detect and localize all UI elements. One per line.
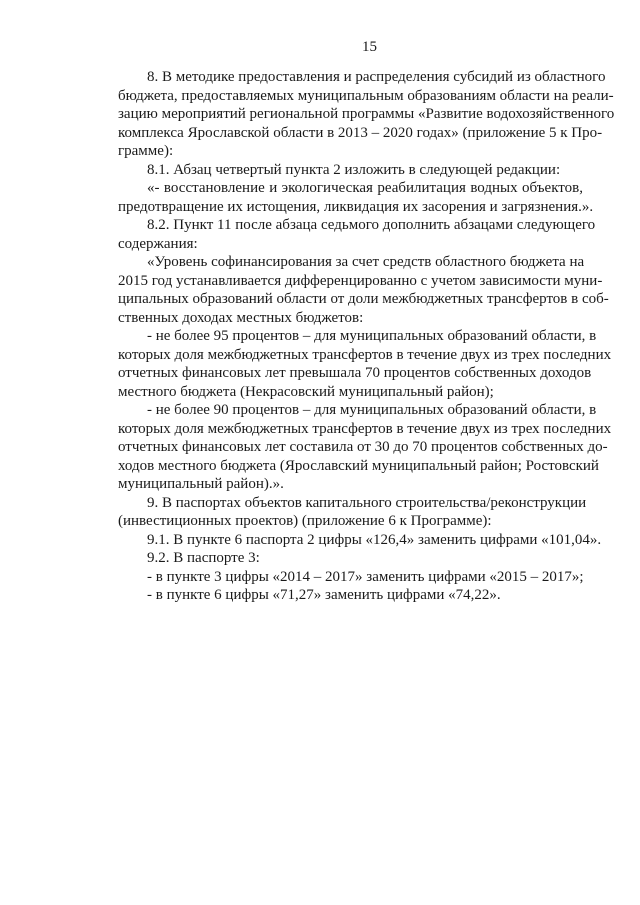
text-line: предотвращение их истощения, ликвидация их засорения и загрязнения.».	[118, 198, 594, 215]
text-line: 8.1. Абзац четвертый пункта 2 изложить в следующей редакции:	[147, 161, 561, 178]
text-line: комплекса Ярославской области в 2013 – 2020 годах» (приложение 5 к Про-	[118, 124, 603, 141]
text-line: - в пункте 6 цифры «71,27» заменить цифрами «74,22».	[147, 587, 501, 603]
text-line: отчетных финансовых лет превышала 70 процентов собственных доходов	[118, 365, 592, 381]
text-line: 9.2. В паспорте 3:	[147, 550, 260, 566]
text-line: 2015 год устанавливается дифференцированно с учетом зависимости муни-	[118, 272, 603, 289]
text-line: грамме):	[118, 143, 174, 159]
paragraph	[118, 531, 602, 550]
text-line: ходов местного бюджета (Ярославский муниципальный район; Ростовский	[118, 457, 599, 474]
text-line: отчетных финансовых лет составила от 30 до 70 процентов собственных до-	[118, 439, 608, 455]
paragraph	[118, 568, 583, 587]
text-line: «Уровень софинансирования за счет средств областного бюджета на	[147, 254, 585, 270]
text-line: 9. В паспортах объектов капитального строительства/реконструкции	[147, 494, 587, 511]
text-line: - не более 95 процентов – для муниципальных образований области, в	[147, 328, 597, 344]
paragraph	[118, 549, 583, 568]
text-line: 8.2. Пункт 11 после абзаца седьмого дополнить абзацами следующего	[147, 217, 596, 233]
text-line: муниципальный район).».	[118, 476, 284, 492]
text-line: «- восстановление и экологическая реабилитация водных объектов,	[147, 180, 583, 196]
text-line: местного бюджета (Некрасовский муниципальный район);	[118, 383, 494, 400]
paragraph	[118, 401, 612, 494]
paragraph	[118, 179, 594, 216]
text-line: - не более 90 процентов – для муниципальных образований области, в	[147, 402, 597, 418]
paragraph	[118, 327, 612, 401]
text-line: 9.1. В пункте 6 паспорта 2 цифры «126,4» заменить цифрами «101,04».	[147, 531, 602, 548]
text-line: которых доля межбюджетных трансфертов в течение двух из трех последних	[118, 420, 612, 437]
text-line: бюджета, предоставляемых муниципальным образованиям области на реали-	[118, 87, 614, 104]
page-number: 15	[362, 39, 377, 55]
text-line: содержания:	[118, 235, 198, 252]
paragraph	[118, 68, 615, 161]
text-line: зацию мероприятий региональной программы «Развитие водохозяйственного	[118, 106, 615, 122]
text-line: ципальных образований области от доли межбюджетных трансфертов в соб-	[118, 291, 609, 307]
paragraph	[118, 161, 583, 180]
paragraph	[118, 494, 587, 531]
paragraph	[118, 586, 583, 605]
text-line: - в пункте 3 цифры «2014 – 2017» заменить цифрами «2015 – 2017»;	[147, 568, 584, 585]
text-line: ственных доходах местных бюджетов:	[118, 309, 364, 326]
text-line: (инвестиционных проектов) (приложение 6 к Программе):	[118, 513, 492, 529]
text-line: 8. В методике предоставления и распределения субсидий из областного	[147, 69, 606, 85]
document-body	[118, 68, 615, 605]
paragraph	[118, 216, 596, 253]
paragraph	[118, 253, 609, 327]
text-line: которых доля межбюджетных трансфертов в течение двух из трех последних	[118, 346, 612, 363]
